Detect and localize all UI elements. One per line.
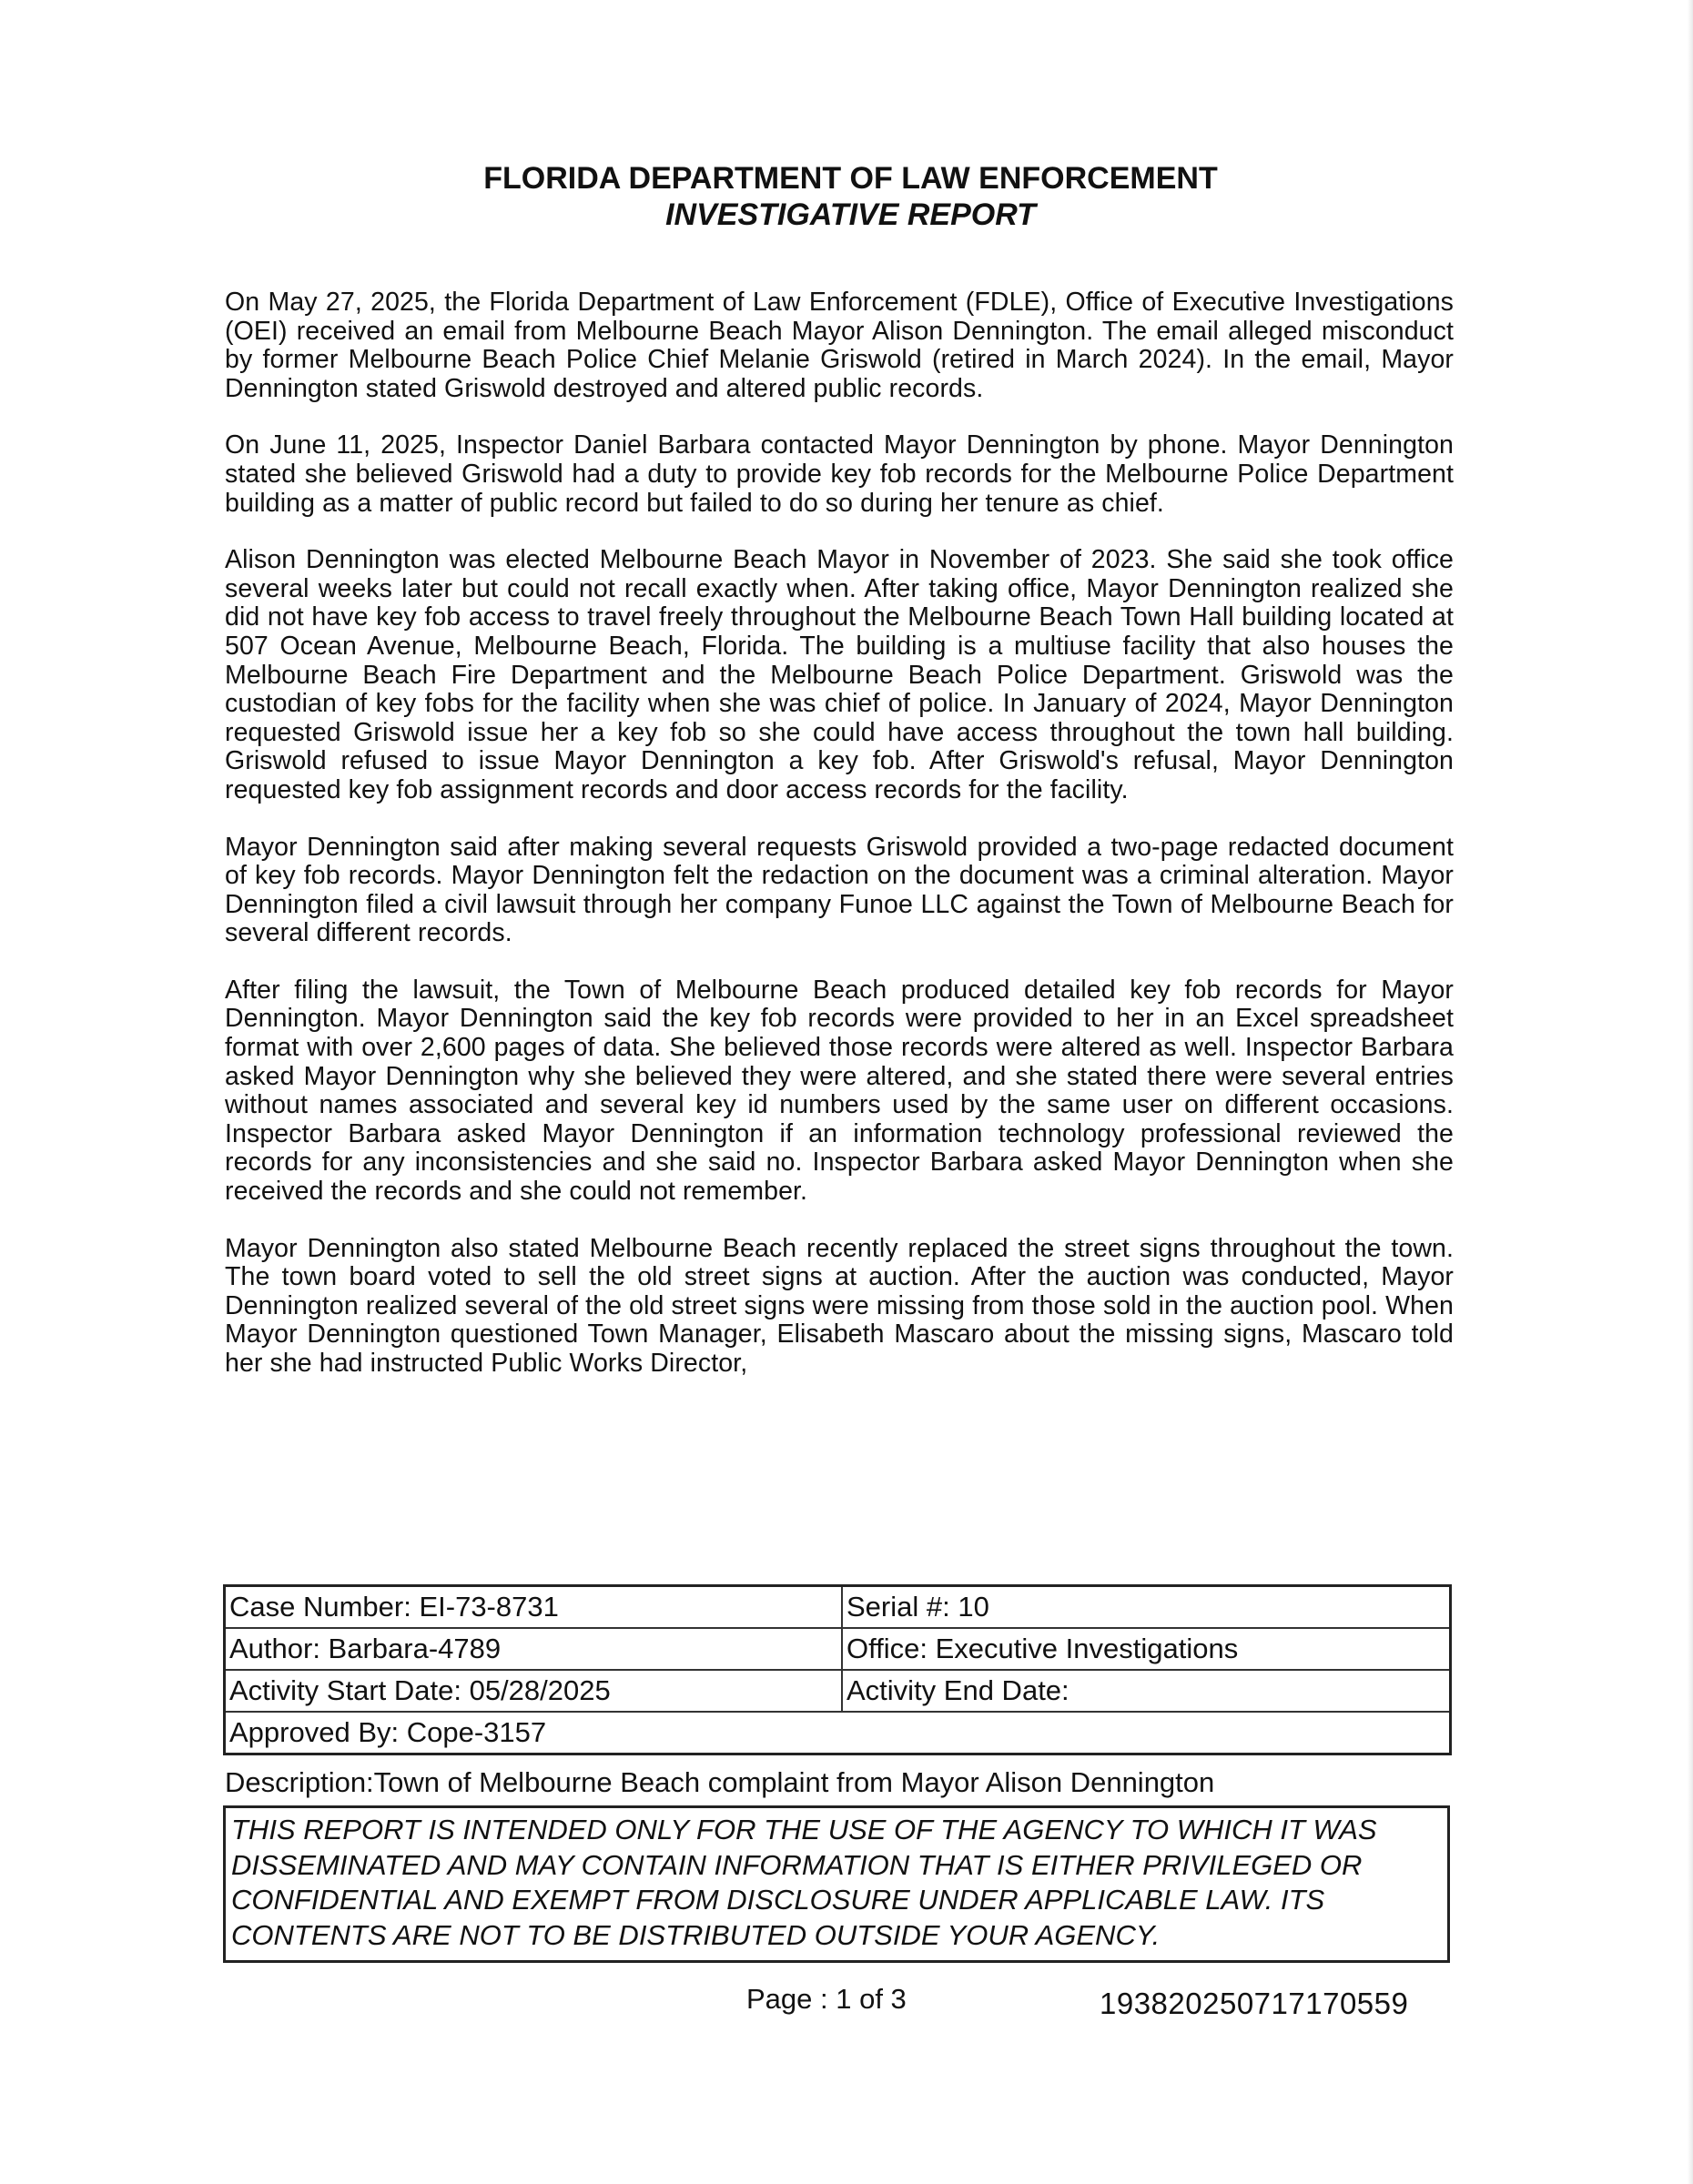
activity-start-cell: Activity Start Date: 05/28/2025 [225,1670,843,1712]
approved-by-cell: Approved By: Cope-3157 [225,1712,1451,1754]
page-number: Page : 1 of 3 [746,1983,907,2015]
page-edge [1688,0,1693,2184]
body-paragraph: Mayor Dennington also stated Melbourne Beach recently replaced the street signs throughout the town. The town board voted to sell the old street signs at auction. After the auction was conducted, Mayor Dennington realized several of the old street signs were missing from those sold in the auction pool. When Mayor Dennington questioned Town Manager, Elisabeth Mascaro about the missing signs, Mascaro told her she had instructed Public Works Director, [225,1233,1454,1378]
body-paragraph: On May 27, 2025, the Florida Department of Law Enforcement (FDLE), Office of Executive Investigations (OEI) received an email from Melbourne Beach Mayor Alison Dennington. The email alleged misconduct by former Melbourne Beach Police Chief Melanie Griswold (retired in March 2024). In the email, Mayor Dennington stated Griswold destroyed and altered public records. [225,288,1454,403]
body-paragraph: Alison Dennington was elected Melbourne Beach Mayor in November of 2023. She said she took office several weeks later but could not recall exactly when. After taking office, Mayor Dennington realized she did not have key fob access to travel freely throughout the Melbourne Beach Town Hall building located at 507 Ocean Avenue, Melbourne Beach, Florida. The building is a multiuse facility that also houses the Melbourne Beach Fire Department and the Melbourne Beach Police Department. Griswold was the custodian of key fobs for the facility when she was chief of police. In January of 2024, Mayor Dennington requested Griswold issue her a key fob so she could have access throughout the town hall building. Griswold refused to issue Mayor Dennington a key fob. After Griswold's refusal, Mayor Dennington requested key fob assignment records and door access records for the facility. [225,545,1454,804]
document-code: 193820250717170559 [1100,1987,1409,2020]
agency-title: FLORIDA DEPARTMENT OF LAW ENFORCEMENT [483,161,1218,196]
body-paragraph: After filing the lawsuit, the Town of Melbourne Beach produced detailed key fob records for Mayor Dennington. Mayor Dennington said the key fob records were provided to her in an Excel spreadsheet format with over 2,600 pages of data. She believed those records were altered as well. Inspector Barbara asked Mayor Dennington why she believed they were altered, and she stated there were several entries without names associated and several key id numbers used by the same user on different occasions. Inspector Barbara asked Mayor Dennington if an information technology professional reviewed the records for any inconsistencies and she said no. Inspector Barbara asked Mayor Dennington when she received the records and she could not remember. [225,975,1454,1207]
serial-cell: Serial #: 10 [842,1586,1451,1629]
body-paragraph: On June 11, 2025, Inspector Daniel Barbara contacted Mayor Dennington by phone. Mayor Dennington stated she believed Griswold had a duty to provide key fob records for the Melbourne Police Department building as a matter of public record but failed to do so during her tenure as chief. [225,430,1454,518]
author-cell: Author: Barbara-4789 [225,1628,843,1670]
confidentiality-disclaimer: THIS REPORT IS INTENDED ONLY FOR THE USE OF THE AGENCY TO WHICH IT WAS DISSEMINATED AND MAY CONTAIN INFORMATION THAT IS EITHER PRIVILEGED OR CONFIDENTIAL AND EXEMPT FROM DISCLOSURE UNDER APPLICABLE LAW. ITS CONTENTS ARE NOT TO BE DISTRIBUTED OUTSIDE YOUR AGENCY. [223,1805,1450,1963]
table-row [225,1586,1451,1629]
report-header [0,160,1693,233]
case-info-table [223,1584,1452,1755]
report-type-title: INVESTIGATIVE REPORT [665,197,1036,232]
body-paragraph: Mayor Dennington said after making several requests Griswold provided a two-page redacted document of key fob records. Mayor Dennington felt the redaction on the document was a criminal alteration. Mayor Dennington filed a civil lawsuit through her company Funoe LLC against the Town of Melbourne Beach for several different records. [225,832,1454,948]
case-number-cell: Case Number: EI-73-8731 [225,1586,843,1629]
office-cell: Office: Executive Investigations [842,1628,1451,1670]
table-row [225,1712,1451,1754]
table-row [225,1628,1451,1670]
table-row [225,1670,1451,1712]
report-body [225,288,1454,1407]
activity-end-cell: Activity End Date: [842,1670,1451,1712]
report-description: Description:Town of Melbourne Beach complaint from Mayor Alison Dennington [225,1766,1215,1798]
